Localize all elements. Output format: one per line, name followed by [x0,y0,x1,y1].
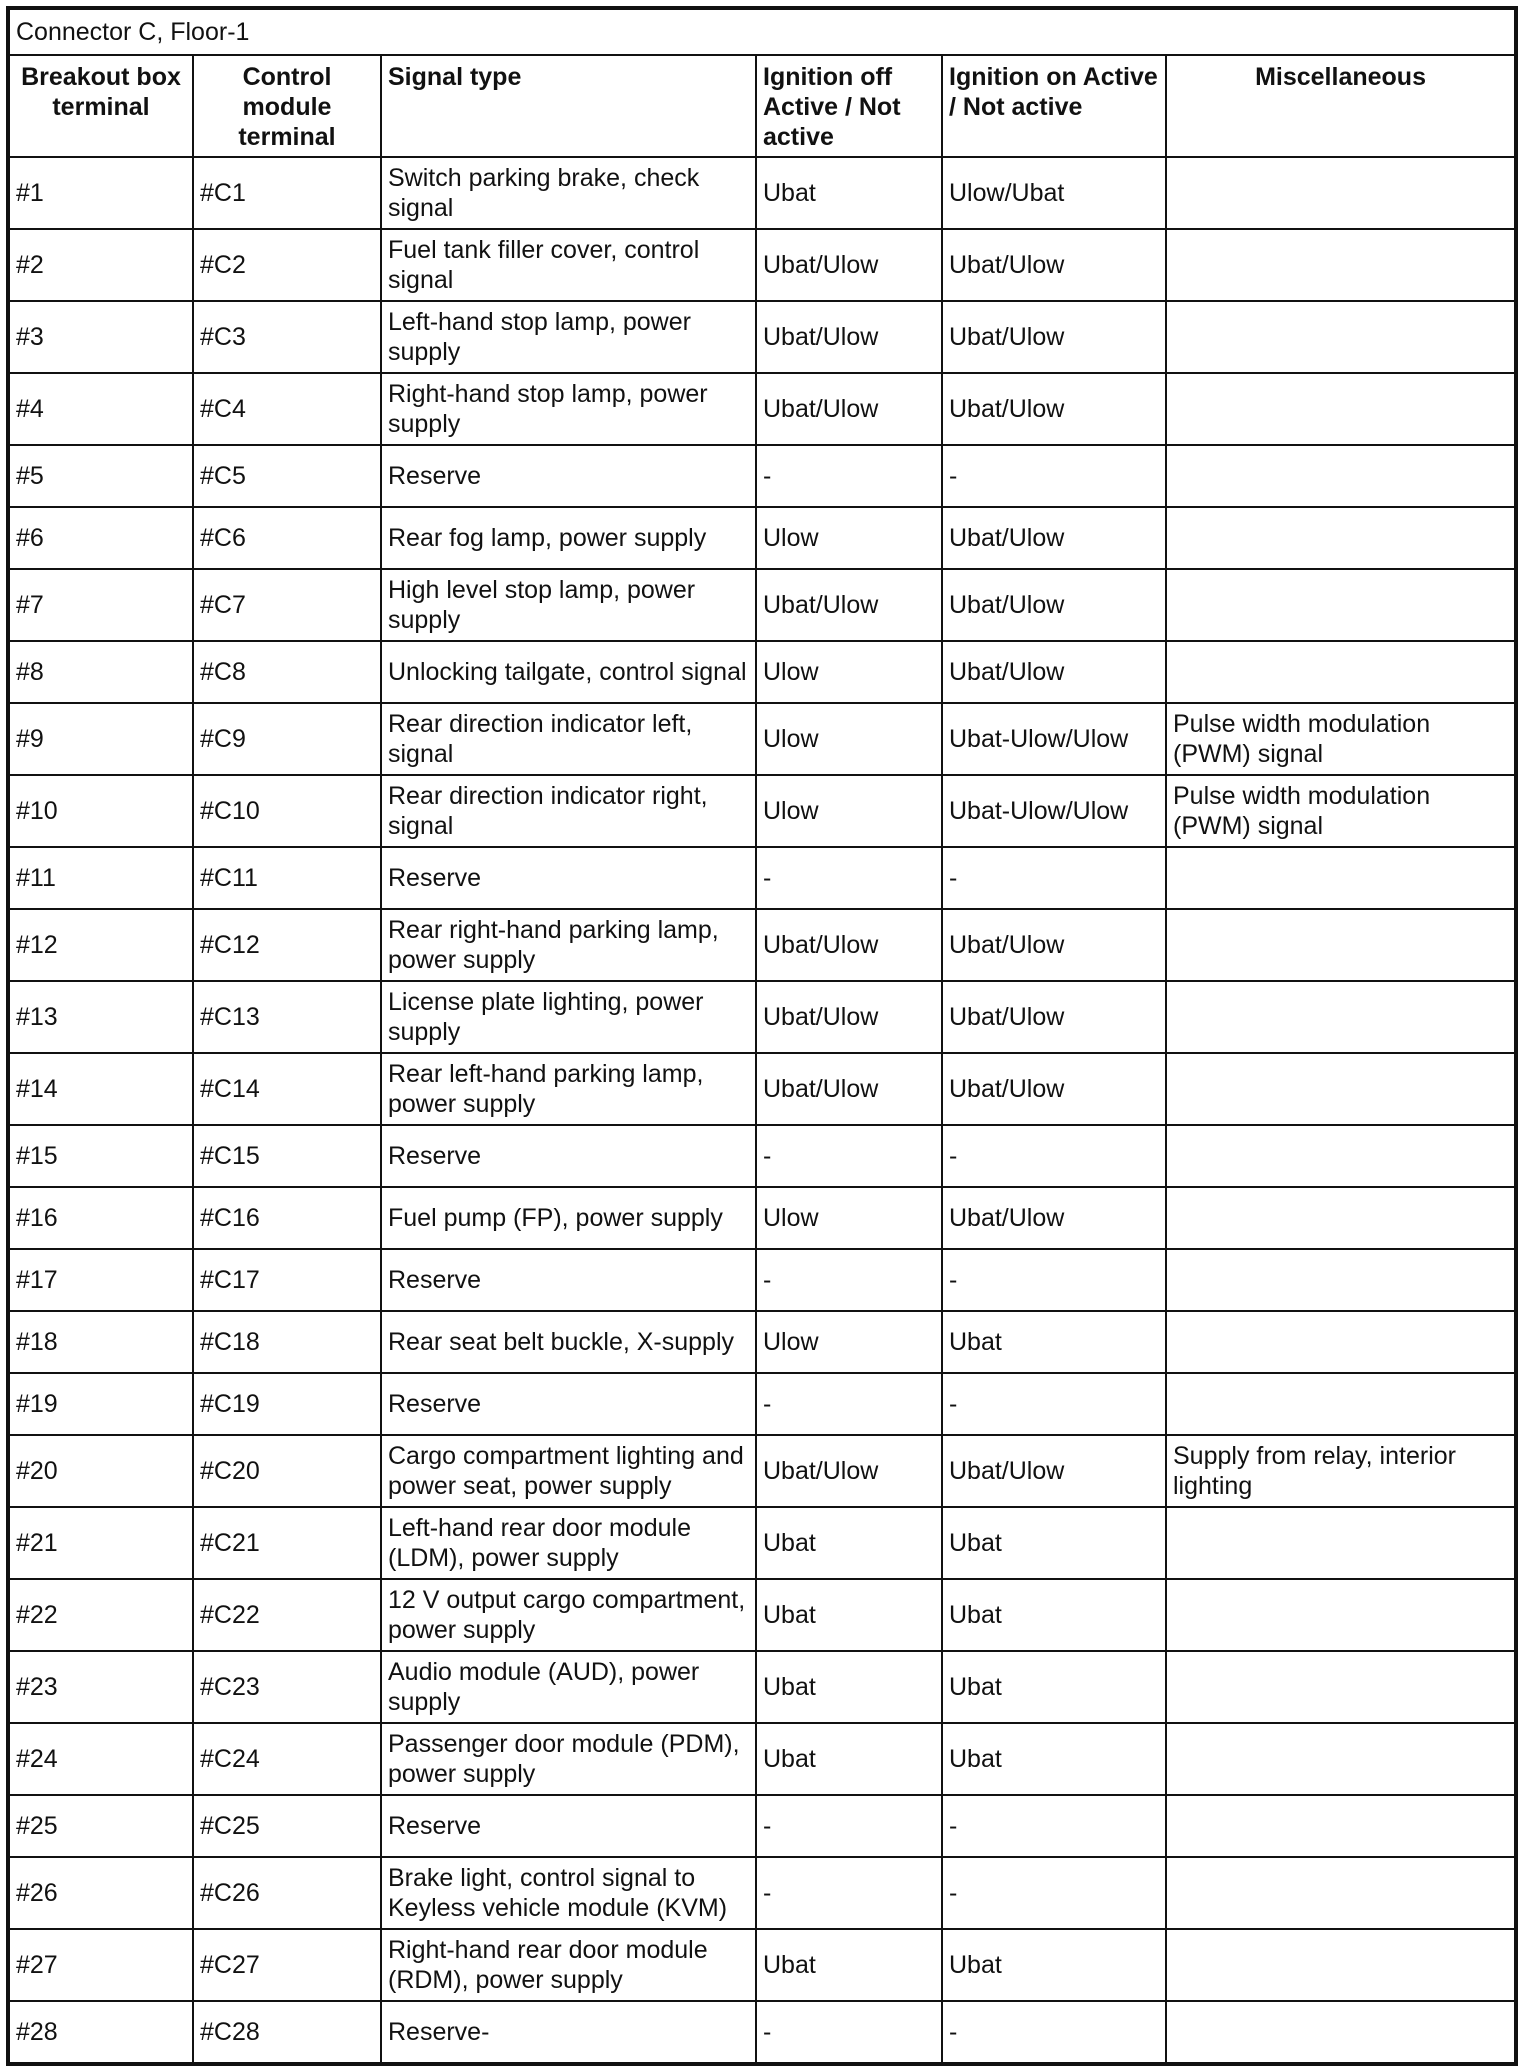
cell-miscellaneous [1166,1507,1516,1579]
cell-breakout-terminal: #27 [8,1929,193,2001]
cell-ignition-off: Ubat/Ulow [756,1053,942,1125]
cell-miscellaneous [1166,1053,1516,1125]
cell-signal-type: Reserve [381,445,756,507]
cell-signal-type: Brake light, control signal to Keyless vehicle module (KVM) [381,1857,756,1929]
cell-miscellaneous [1166,1125,1516,1187]
cell-ignition-off: Ulow [756,1187,942,1249]
cell-ignition-on: Ubat/Ulow [942,641,1166,703]
cell-ignition-off: Ulow [756,775,942,847]
cell-breakout-terminal: #24 [8,1723,193,1795]
cell-breakout-terminal: #16 [8,1187,193,1249]
connector-table [6,6,1518,2066]
cell-signal-type: Rear direction indicator right, signal [381,775,756,847]
cell-ignition-on: Ubat [942,1311,1166,1373]
cell-miscellaneous [1166,507,1516,569]
cell-control-module-terminal: #C13 [193,981,381,1053]
cell-ignition-off: Ubat/Ulow [756,569,942,641]
header-ignition-off: Ignition off Active / Not active [756,55,942,157]
cell-signal-type: Fuel pump (FP), power supply [381,1187,756,1249]
table-row [8,1373,1516,1435]
cell-signal-type: Right-hand stop lamp, power supply [381,373,756,445]
table-row [8,1929,1516,2001]
cell-ignition-on: Ubat/Ulow [942,507,1166,569]
cell-ignition-off: - [756,1249,942,1311]
cell-ignition-off: - [756,1857,942,1929]
cell-breakout-terminal: #26 [8,1857,193,1929]
cell-signal-type: Rear left-hand parking lamp, power supply [381,1053,756,1125]
cell-signal-type: Reserve- [381,2001,756,2064]
cell-ignition-off: Ubat [756,1651,942,1723]
table-row [8,445,1516,507]
cell-signal-type: Rear seat belt buckle, X-supply [381,1311,756,1373]
header-control-module-terminal: Control module terminal [193,55,381,157]
header-row [8,55,1516,157]
cell-miscellaneous [1166,847,1516,909]
cell-ignition-off: Ubat/Ulow [756,909,942,981]
cell-breakout-terminal: #3 [8,301,193,373]
cell-control-module-terminal: #C3 [193,301,381,373]
table-row [8,1723,1516,1795]
connector-table-sheet [6,6,1514,2046]
cell-control-module-terminal: #C5 [193,445,381,507]
cell-control-module-terminal: #C2 [193,229,381,301]
cell-signal-type: Rear right-hand parking lamp, power supply [381,909,756,981]
cell-miscellaneous [1166,1311,1516,1373]
table-row [8,847,1516,909]
cell-signal-type: Reserve [381,1795,756,1857]
cell-signal-type: Right-hand rear door module (RDM), power supply [381,1929,756,2001]
cell-ignition-off: Ubat [756,1579,942,1651]
cell-control-module-terminal: #C27 [193,1929,381,2001]
cell-miscellaneous [1166,301,1516,373]
cell-ignition-off: Ulow [756,1311,942,1373]
cell-breakout-terminal: #15 [8,1125,193,1187]
cell-ignition-off: Ubat [756,1929,942,2001]
cell-control-module-terminal: #C17 [193,1249,381,1311]
cell-control-module-terminal: #C12 [193,909,381,981]
cell-miscellaneous [1166,1187,1516,1249]
cell-ignition-off: Ubat [756,1507,942,1579]
cell-ignition-on: Ubat [942,1579,1166,1651]
cell-signal-type: Reserve [381,1373,756,1435]
cell-ignition-off: Ubat/Ulow [756,373,942,445]
cell-ignition-off: Ubat/Ulow [756,1435,942,1507]
cell-miscellaneous [1166,569,1516,641]
cell-ignition-off: Ubat/Ulow [756,301,942,373]
cell-breakout-terminal: #2 [8,229,193,301]
cell-breakout-terminal: #6 [8,507,193,569]
cell-control-module-terminal: #C24 [193,1723,381,1795]
cell-ignition-off: Ubat [756,157,942,229]
cell-breakout-terminal: #4 [8,373,193,445]
table-row [8,775,1516,847]
cell-control-module-terminal: #C25 [193,1795,381,1857]
table-row [8,1311,1516,1373]
cell-control-module-terminal: #C22 [193,1579,381,1651]
cell-miscellaneous [1166,1929,1516,2001]
cell-control-module-terminal: #C7 [193,569,381,641]
table-row [8,909,1516,981]
cell-signal-type: Reserve [381,1249,756,1311]
cell-signal-type: 12 V output cargo compartment, power supply [381,1579,756,1651]
cell-control-module-terminal: #C21 [193,1507,381,1579]
cell-miscellaneous [1166,641,1516,703]
cell-ignition-on: Ubat [942,1507,1166,1579]
cell-miscellaneous [1166,909,1516,981]
cell-ignition-on: Ubat/Ulow [942,373,1166,445]
cell-control-module-terminal: #C9 [193,703,381,775]
cell-ignition-off: - [756,1125,942,1187]
cell-control-module-terminal: #C20 [193,1435,381,1507]
cell-control-module-terminal: #C6 [193,507,381,569]
cell-ignition-off: - [756,1373,942,1435]
table-row [8,1795,1516,1857]
cell-control-module-terminal: #C15 [193,1125,381,1187]
cell-miscellaneous [1166,445,1516,507]
cell-ignition-off: Ubat/Ulow [756,229,942,301]
cell-control-module-terminal: #C10 [193,775,381,847]
table-title: Connector C, Floor-1 [8,8,1516,55]
cell-breakout-terminal: #23 [8,1651,193,1723]
cell-control-module-terminal: #C16 [193,1187,381,1249]
table-row [8,373,1516,445]
cell-ignition-on: Ubat/Ulow [942,569,1166,641]
cell-ignition-off: - [756,2001,942,2064]
cell-ignition-on: Ubat [942,1651,1166,1723]
cell-breakout-terminal: #10 [8,775,193,847]
cell-ignition-off: - [756,847,942,909]
cell-ignition-on: - [942,1373,1166,1435]
cell-miscellaneous [1166,1249,1516,1311]
table-row [8,569,1516,641]
cell-ignition-on: - [942,1249,1166,1311]
cell-signal-type: License plate lighting, power supply [381,981,756,1053]
table-row [8,1435,1516,1507]
cell-ignition-on: - [942,2001,1166,2064]
cell-miscellaneous: Supply from relay, interior lighting [1166,1435,1516,1507]
cell-ignition-on: - [942,1795,1166,1857]
cell-breakout-terminal: #28 [8,2001,193,2064]
cell-control-module-terminal: #C14 [193,1053,381,1125]
header-signal-type: Signal type [381,55,756,157]
cell-miscellaneous [1166,1723,1516,1795]
cell-control-module-terminal: #C26 [193,1857,381,1929]
cell-breakout-terminal: #25 [8,1795,193,1857]
cell-ignition-on: Ubat/Ulow [942,229,1166,301]
table-row [8,1249,1516,1311]
cell-ignition-on: - [942,1857,1166,1929]
cell-miscellaneous: Pulse width modulation (PWM) signal [1166,775,1516,847]
cell-breakout-terminal: #19 [8,1373,193,1435]
cell-signal-type: Reserve [381,1125,756,1187]
cell-control-module-terminal: #C11 [193,847,381,909]
cell-ignition-off: Ulow [756,641,942,703]
cell-ignition-on: - [942,445,1166,507]
cell-signal-type: Left-hand rear door module (LDM), power supply [381,1507,756,1579]
cell-miscellaneous [1166,157,1516,229]
cell-breakout-terminal: #1 [8,157,193,229]
cell-ignition-off: Ubat/Ulow [756,981,942,1053]
cell-miscellaneous [1166,981,1516,1053]
cell-breakout-terminal: #7 [8,569,193,641]
table-row [8,703,1516,775]
cell-breakout-terminal: #5 [8,445,193,507]
cell-miscellaneous [1166,1795,1516,1857]
cell-ignition-on: Ubat/Ulow [942,981,1166,1053]
cell-ignition-on: - [942,847,1166,909]
cell-ignition-on: Ulow/Ubat [942,157,1166,229]
cell-ignition-on: Ubat [942,1723,1166,1795]
cell-signal-type: Cargo compartment lighting and power seat, power supply [381,1435,756,1507]
cell-miscellaneous [1166,2001,1516,2064]
cell-miscellaneous [1166,229,1516,301]
cell-signal-type: Switch parking brake, check signal [381,157,756,229]
cell-breakout-terminal: #8 [8,641,193,703]
cell-control-module-terminal: #C8 [193,641,381,703]
cell-breakout-terminal: #17 [8,1249,193,1311]
cell-control-module-terminal: #C4 [193,373,381,445]
cell-breakout-terminal: #12 [8,909,193,981]
cell-signal-type: Unlocking tailgate, control signal [381,641,756,703]
table-row [8,2001,1516,2064]
table-row [8,229,1516,301]
cell-ignition-off: Ulow [756,703,942,775]
table-row [8,1125,1516,1187]
cell-ignition-off: Ubat [756,1723,942,1795]
cell-control-module-terminal: #C28 [193,2001,381,2064]
header-miscellaneous: Miscellaneous [1166,55,1516,157]
cell-miscellaneous [1166,1579,1516,1651]
cell-miscellaneous [1166,373,1516,445]
cell-miscellaneous: Pulse width modulation (PWM) signal [1166,703,1516,775]
cell-control-module-terminal: #C18 [193,1311,381,1373]
table-row [8,1579,1516,1651]
cell-signal-type: Reserve [381,847,756,909]
cell-signal-type: Left-hand stop lamp, power supply [381,301,756,373]
cell-ignition-off: Ulow [756,507,942,569]
cell-ignition-on: Ubat-Ulow/Ulow [942,703,1166,775]
table-row [8,1651,1516,1723]
cell-signal-type: Audio module (AUD), power supply [381,1651,756,1723]
cell-ignition-on: Ubat [942,1929,1166,2001]
cell-ignition-off: - [756,1795,942,1857]
table-row [8,1053,1516,1125]
cell-signal-type: High level stop lamp, power supply [381,569,756,641]
cell-signal-type: Passenger door module (PDM), power supply [381,1723,756,1795]
cell-breakout-terminal: #11 [8,847,193,909]
cell-control-module-terminal: #C23 [193,1651,381,1723]
cell-breakout-terminal: #18 [8,1311,193,1373]
table-row [8,981,1516,1053]
table-body [8,157,1516,2064]
cell-ignition-on: Ubat/Ulow [942,1187,1166,1249]
cell-breakout-terminal: #14 [8,1053,193,1125]
cell-miscellaneous [1166,1857,1516,1929]
cell-miscellaneous [1166,1373,1516,1435]
cell-breakout-terminal: #21 [8,1507,193,1579]
table-row [8,1507,1516,1579]
table-row [8,1187,1516,1249]
cell-breakout-terminal: #20 [8,1435,193,1507]
cell-signal-type: Rear fog lamp, power supply [381,507,756,569]
cell-signal-type: Rear direction indicator left, signal [381,703,756,775]
cell-miscellaneous [1166,1651,1516,1723]
cell-ignition-on: - [942,1125,1166,1187]
cell-breakout-terminal: #13 [8,981,193,1053]
cell-ignition-on: Ubat/Ulow [942,909,1166,981]
cell-control-module-terminal: #C1 [193,157,381,229]
table-row [8,1857,1516,1929]
cell-breakout-terminal: #9 [8,703,193,775]
cell-control-module-terminal: #C19 [193,1373,381,1435]
table-row [8,301,1516,373]
cell-ignition-on: Ubat/Ulow [942,1053,1166,1125]
cell-ignition-off: - [756,445,942,507]
cell-ignition-on: Ubat/Ulow [942,301,1166,373]
header-breakout-terminal: Breakout box terminal [8,55,193,157]
cell-signal-type: Fuel tank filler cover, control signal [381,229,756,301]
table-row [8,157,1516,229]
table-row [8,507,1516,569]
cell-ignition-on: Ubat-Ulow/Ulow [942,775,1166,847]
cell-ignition-on: Ubat/Ulow [942,1435,1166,1507]
cell-breakout-terminal: #22 [8,1579,193,1651]
header-ignition-on: Ignition on Active / Not active [942,55,1166,157]
table-row [8,641,1516,703]
